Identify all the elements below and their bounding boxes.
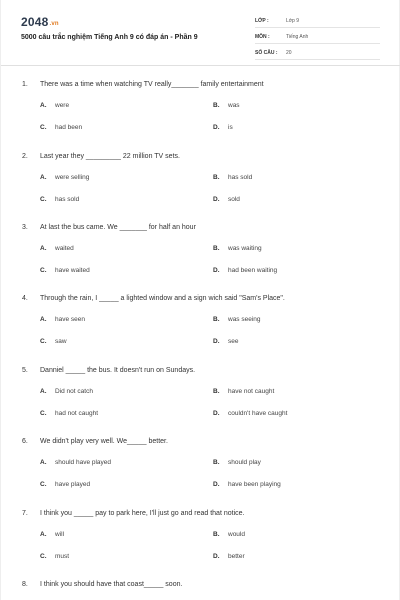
option-letter: D. <box>213 124 220 131</box>
option-c[interactable] <box>40 267 90 274</box>
option-d[interactable] <box>213 267 277 274</box>
option-letter: D. <box>213 553 220 560</box>
option-letter: D. <box>213 196 220 203</box>
option-text: waited <box>55 245 74 252</box>
option-letter: B. <box>213 388 220 395</box>
option-text: is <box>228 124 233 131</box>
logo-text: 2048 <box>21 15 49 29</box>
option-letter: C. <box>40 553 47 560</box>
question-stem: Last year they _________ 22 million TV sets. <box>40 153 180 160</box>
option-letter: B. <box>213 245 220 252</box>
meta-value: Tiếng Anh <box>286 33 309 40</box>
option-text: was <box>228 102 240 109</box>
option-text: had been <box>55 124 83 131</box>
option-text: was waiting <box>228 245 262 252</box>
option-text: had not caught <box>55 410 99 417</box>
header-divider <box>1 65 400 66</box>
option-letter: A. <box>40 174 47 181</box>
option-letter: C. <box>40 196 47 203</box>
option-d[interactable] <box>213 553 245 560</box>
question-number: 7. <box>22 510 28 517</box>
option-b[interactable] <box>213 102 240 109</box>
question-text <box>22 81 264 88</box>
option-text: has sold <box>55 196 80 203</box>
option-b[interactable] <box>213 531 245 538</box>
option-letter: A. <box>40 531 47 538</box>
option-text: should play <box>228 459 261 466</box>
question-stem: Danniel _____ the bus. It doesn't run on Sundays. <box>40 367 196 374</box>
meta-info <box>255 14 380 62</box>
option-a[interactable] <box>40 316 85 323</box>
question-stem: There was a time when watching TV really_______ family entertainment <box>40 81 264 88</box>
option-text: must <box>55 553 70 560</box>
option-text: was seeing <box>228 316 261 323</box>
question-stem: I think you _____ pay to park here, I'll just go and read that notice. <box>40 510 245 517</box>
option-text: were selling <box>55 174 90 181</box>
question-number: 6. <box>22 438 28 445</box>
option-d[interactable] <box>213 410 287 417</box>
option-a[interactable] <box>40 174 89 181</box>
option-b[interactable] <box>213 316 261 323</box>
option-text: have been playing <box>228 481 281 488</box>
meta-label: SỐ CÂU : <box>255 49 278 56</box>
option-text: would <box>228 531 245 538</box>
question-text <box>22 438 168 445</box>
question-text <box>22 295 285 302</box>
option-a[interactable] <box>40 459 111 466</box>
option-d[interactable] <box>213 481 281 488</box>
question-stem: I think you should have that coast_____ soon. <box>40 581 183 588</box>
option-letter: C. <box>40 338 47 345</box>
document-title: 5000 câu trắc nghiệm Tiếng Anh 9 có đáp án - Phần 9 <box>21 34 198 41</box>
option-c[interactable] <box>40 338 67 345</box>
option-d[interactable] <box>213 124 233 131</box>
option-letter: A. <box>40 459 47 466</box>
meta-label: LỚP : <box>255 17 269 24</box>
option-letter: A. <box>40 388 47 395</box>
option-letter: B. <box>213 316 220 323</box>
option-letter: C. <box>40 481 47 488</box>
option-letter: B. <box>213 531 220 538</box>
option-letter: C. <box>40 410 47 417</box>
option-a[interactable] <box>40 102 69 109</box>
question-number: 4. <box>22 295 28 302</box>
option-letter: B. <box>213 459 220 466</box>
option-c[interactable] <box>40 410 98 417</box>
option-text: have waited <box>55 267 90 274</box>
question-stem: At last the bus came. We _______ for half an hour <box>40 224 196 231</box>
option-text: were <box>55 102 70 109</box>
question-number: 5. <box>22 367 28 374</box>
option-letter: C. <box>40 267 47 274</box>
option-letter: D. <box>213 410 220 417</box>
question-number: 8. <box>22 581 28 588</box>
option-text: sold <box>228 196 240 203</box>
option-text: Did not catch <box>55 388 93 395</box>
option-text: couldn't have caught <box>228 410 288 417</box>
question-number: 2. <box>22 153 28 160</box>
option-text: have played <box>55 481 91 488</box>
question-number: 1. <box>22 81 28 88</box>
question-text <box>22 224 196 231</box>
meta-row-count <box>255 46 380 60</box>
option-b[interactable] <box>213 388 274 395</box>
site-logo[interactable] <box>21 15 59 29</box>
question-text <box>22 153 180 160</box>
option-a[interactable] <box>40 245 74 252</box>
option-letter: B. <box>213 102 220 109</box>
question-stem: Through the rain, I _____ a lighted window and a sign wich said "Sam's Place". <box>40 295 285 302</box>
question-text <box>22 367 195 374</box>
option-c[interactable] <box>40 481 90 488</box>
question-number: 3. <box>22 224 28 231</box>
meta-value: 20 <box>286 49 292 56</box>
logo-domain: .vn <box>49 21 59 27</box>
option-text: have not caught <box>228 388 275 395</box>
option-letter: B. <box>213 174 220 181</box>
option-d[interactable] <box>213 338 238 345</box>
meta-row-subject <box>255 30 380 44</box>
option-letter: D. <box>213 338 220 345</box>
option-letter: A. <box>40 245 47 252</box>
option-letter: C. <box>40 124 47 131</box>
option-text: see <box>228 338 239 345</box>
option-b[interactable] <box>213 245 262 252</box>
option-a[interactable] <box>40 531 64 538</box>
option-b[interactable] <box>213 174 252 181</box>
option-a[interactable] <box>40 388 93 395</box>
question-text <box>22 581 182 588</box>
option-d[interactable] <box>213 196 240 203</box>
option-c[interactable] <box>40 124 82 131</box>
option-letter: D. <box>213 267 220 274</box>
question-text <box>22 510 244 517</box>
option-text: saw <box>55 338 67 345</box>
option-text: better <box>228 553 245 560</box>
option-text: had been waiting <box>228 267 278 274</box>
option-letter: A. <box>40 102 47 109</box>
option-c[interactable] <box>40 196 79 203</box>
meta-value: Lớp 9 <box>286 17 300 24</box>
option-letter: D. <box>213 481 220 488</box>
option-b[interactable] <box>213 459 261 466</box>
option-letter: A. <box>40 316 47 323</box>
option-c[interactable] <box>40 553 69 560</box>
option-text: should have played <box>55 459 112 466</box>
question-stem: We didn't play very well. We_____ better. <box>40 438 168 445</box>
option-text: have seen <box>55 316 85 323</box>
meta-row-class <box>255 14 380 28</box>
meta-label: MÔN : <box>255 33 270 40</box>
option-text: has sold <box>228 174 253 181</box>
option-text: will <box>55 531 65 538</box>
